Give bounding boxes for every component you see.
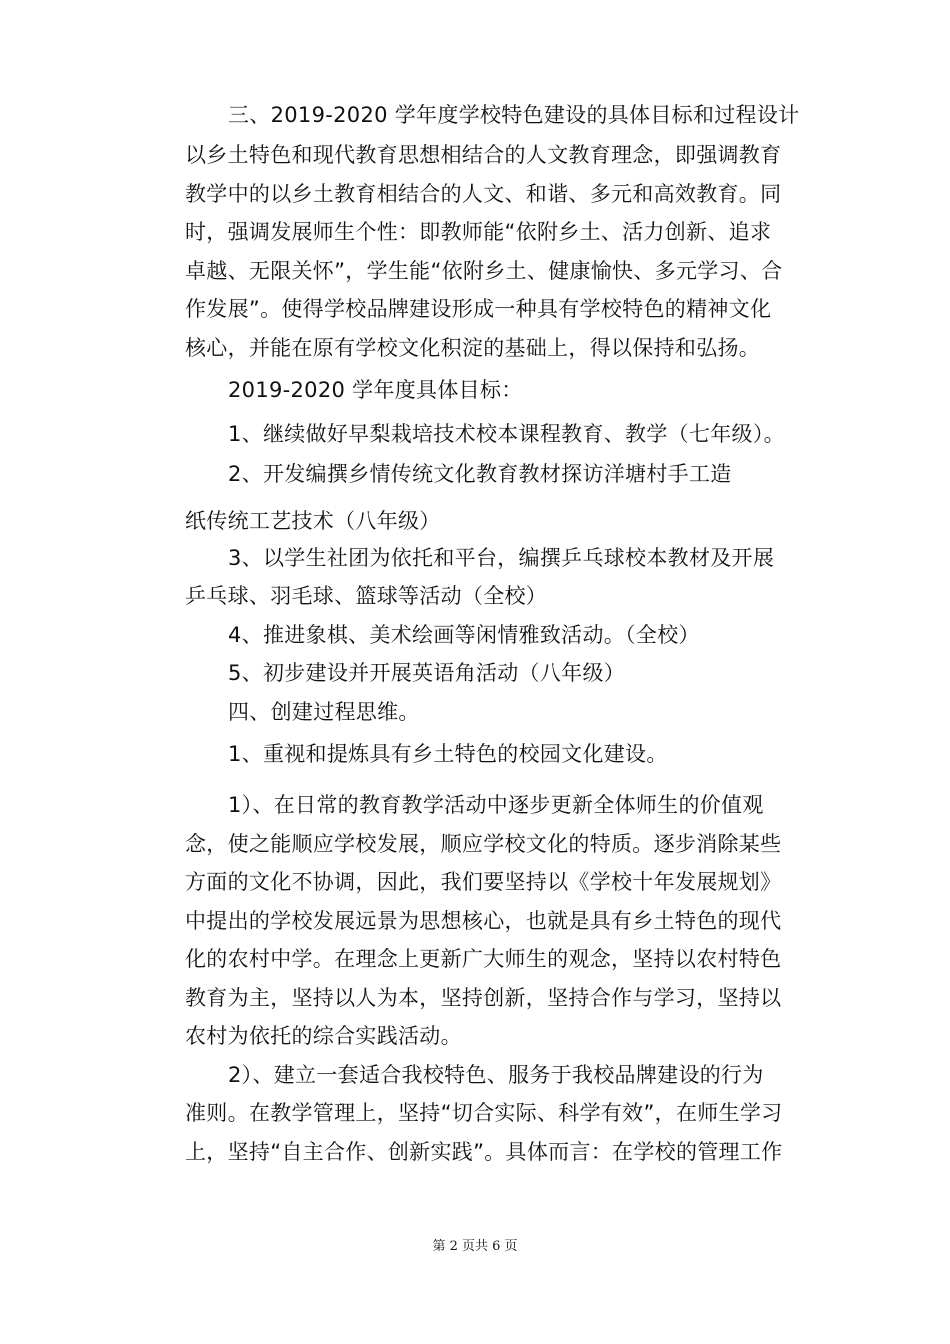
list-item-continuation: 纸传统工艺技术（八年级） [185,509,441,533]
paragraph-line: 农村为依托的综合实践活动。 [185,1024,462,1048]
paragraph-line: 上，坚持“自主合作、创新实践”。具体而言：在学校的管理工作 [185,1140,783,1164]
list-item: 2、开发编撰乡情传统文化教育教材探访洋塘村手工造 [228,462,732,486]
paragraph-line: 方面的文化不协调，因此，我们要坚持以《学校十年发展规划》 [185,870,782,894]
paragraph-line: 2）、建立一套适合我校特色、服务于我校品牌建设的行为 [228,1063,764,1087]
subsection-heading: 1、重视和提炼具有乡土特色的校园文化建设。 [228,742,668,766]
goals-heading: 2019-2020 学年度具体目标： [228,378,523,402]
paragraph-line: 化的农村中学。在理念上更新广大师生的观念，坚持以农村特色 [185,947,782,971]
paragraph-line: 教学中的以乡土教育相结合的人文、和谐、多元和高效教育。同 [185,182,782,206]
paragraph-line: 卓越、无限关怀”，学生能“依附乡土、健康愉快、多元学习、合 [185,259,783,283]
paragraph-line: 1）、在日常的教育教学活动中逐步更新全体师生的价值观 [228,793,764,817]
page-number-footer: 第 2 页共 6 页 [432,1239,518,1254]
paragraph-line: 以乡土特色和现代教育思想相结合的人文教育理念，即强调教育 [185,143,782,167]
paragraph-line: 念，使之能顺应学校发展，顺应学校文化的特质。逐步消除某些 [185,832,782,856]
list-item-continuation: 乒乓球、羽毛球、篮球等活动（全校） [185,584,548,608]
paragraph-line: 教育为主，坚持以人为本，坚持创新，坚持合作与学习，坚持以 [185,986,782,1010]
paragraph-line: 中提出的学校发展远景为思想核心，也就是具有乡土特色的现代 [185,909,782,933]
list-item: 3、以学生社团为依托和平台，编撰乒乓球校本教材及开展 [228,546,775,570]
paragraph-line: 作发展”。使得学校品牌建设形成一种具有学校特色的精神文化 [185,297,772,321]
section-heading: 三、2019-2020 学年度学校特色建设的具体目标和过程设计 [228,103,800,127]
list-item: 5、初步建设并开展英语角活动（八年级） [228,661,626,685]
paragraph-line: 核心，并能在原有学校文化积淀的基础上，得以保持和弘扬。 [185,336,761,360]
list-item: 1、继续做好早梨栽培技术校本课程教育、教学（七年级）。 [228,422,785,446]
list-item: 4、推进象棋、美术绘画等闲情雅致活动。（全校） [228,623,700,647]
paragraph-line: 准则。在教学管理上，坚持“切合实际、科学有效”，在师生学习 [185,1101,783,1125]
section-heading: 四、创建过程思维。 [228,700,420,724]
paragraph-line: 时，强调发展师生个性：即教师能“依附乡土、活力创新、追求 [185,220,772,244]
